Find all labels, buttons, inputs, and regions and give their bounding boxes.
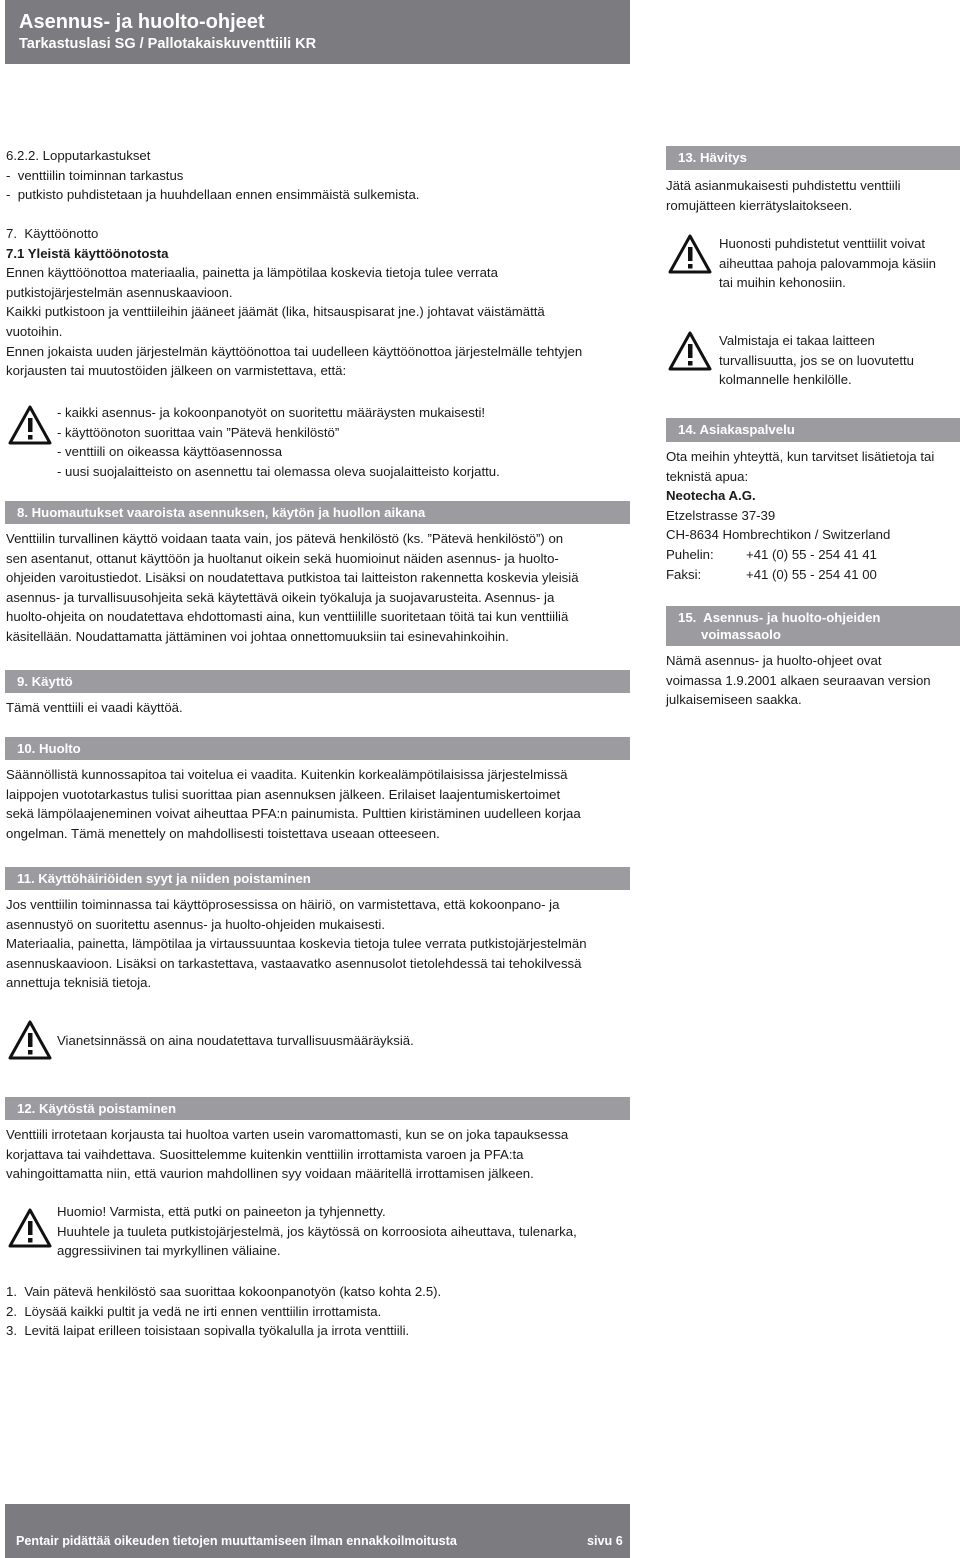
warning-line: - käyttöönoton suorittaa vain ”Pätevä henkilöstö” [57,424,340,440]
warning-block-12 [57,1202,627,1261]
list-item: 1. Vain pätevä henkilöstö saa suorittaa kokoonpanotyön (katso kohta 2.5). [6,1284,442,1299]
street-address: Etzelstrasse 37-39 [666,507,776,523]
warning-line: turvallisuutta, jos se on luovutettu [719,352,914,368]
warning-line: Huuhtele ja tuuleta putkistojärjestelmä, jos käytössä on korroosiota aiheuttava, tulenarka, [57,1223,577,1239]
section-14-body [666,447,960,584]
removal-steps [6,1282,631,1341]
section-11-heading: 11. Käyttöhäiriöiden syyt ja niiden poistaminen [5,867,630,890]
text-line: romujätteen kierrätyslaitokseen. [666,197,853,213]
warning-block-7 [57,403,627,481]
page-number: sivu 6 [587,1534,623,1548]
section-8-body [6,529,631,647]
text-line: Venttiilin turvallinen käyttö voidaan taata vain, jos pätevä henkilöstö (ks. ”Pätevä henkilöstö”) on [6,531,564,546]
text-line: korjattava tai vaihdettava. Suosittelemme kuitenkin venttiilin irrottamista varoen ja PFA:ta [6,1146,524,1162]
text-line: asennus- ja turvallisuusohjeita sekä käytettävä oikein työkaluja ja suojavarusteita. Asennus- ja [6,589,555,605]
section-13-body [666,176,960,215]
text-line: käsitellään. Noudattamatta jättäminen voi johtaa onnettomuuksiin tai esinevahinkoihin. [6,628,509,644]
fax-row [666,565,960,585]
heading-line: 15. Asennus- ja huolto-ohjeiden [678,610,881,625]
text-line: vahingoittamatta niin, että vaurion mahdollinen syy voidaan määritellä irrottamisen jälkeen. [6,1166,534,1182]
text-line: Säännöllistä kunnossapitoa tai voitelua ei vaadita. Kuitenkin korkealämpötilaisissa järjestelmissä [6,767,568,782]
text-line: teknistä apua: [666,468,749,484]
section-12-body [6,1125,631,1184]
warning-block-13b [719,331,959,390]
text-line: huolto-ohjeita on noudatettava ehdottomasti aina, kun venttiilille suoritetaan töitä tai kun venttiiliä [6,609,569,625]
text-line: annettuja teknisiä tietoja. [6,975,152,991]
section-11-body [6,895,631,993]
section-12-heading: 12. Käytöstä poistaminen [5,1097,630,1120]
text-line: Materiaalia, painetta, lämpötilaa ja virtaussuuntaa koskevia tietoja tulee verrata putkistojärjestelmän [6,936,587,952]
text-line: Kaikki putkistoon ja venttiileihin jääneet jäämät (lika, hitsauspisarat jne.) johtavat väistämättä [6,304,545,320]
section-6-2-2 [6,146,626,205]
warning-line: Huomio! Varmista, että putki on paineeton ja tyhjennetty. [57,1204,386,1219]
fax-label: Faksi: [666,566,702,582]
warning-icon [668,234,712,280]
list-item: 2. Löysää kaikki pultit ja vedä ne irti ennen venttiilin irrottamista. [6,1303,382,1319]
warning-line: kolmannelle henkilölle. [719,372,852,388]
warning-text-11: Vianetsinnässä on aina noudatettava turvallisuusmääräyksiä. [57,1033,414,1048]
warning-line: tai muihin kehonosiin. [719,275,846,291]
fax-number: +41 (0) 55 - 254 41 00 [746,566,877,582]
footer-disclaimer: Pentair pidättää oikeuden tietojen muuttamiseen ilman ennakkoilmoitusta [16,1534,457,1548]
company-name: Neotecha A.G. [666,488,756,504]
section-14-heading: 14. Asiakaspalvelu [666,418,960,442]
page-header [5,0,630,64]
text-line: Ennen jokaista uuden järjestelmän käyttöönottoa tai uudelleen käyttöönottoa järjestelmälle tehtyjen [6,343,583,359]
warning-icon [8,405,52,451]
text-line: voimassa 1.9.2001 alkaen seuraavan version [666,672,931,688]
section-15-body [666,651,960,710]
document-title: Asennus- ja huolto-ohjeet [19,11,265,33]
section-8-heading: 8. Huomautukset vaaroista asennuksen, käytön ja huollon aikana [5,501,630,524]
text-line: vuotoihin. [6,323,63,339]
text-line: Ota meihin yhteyttä, kun tarvitset lisätietoja tai [666,449,935,464]
text-line: - putkisto puhdistetaan ja huuhdellaan ennen ensimmäistä sulkemista. [6,187,420,203]
text-line: korjausten tai muutostöiden jälkeen on varmistettava, että: [6,363,347,379]
text-line: Jos venttiilin toiminnassa tai käyttöprosessissa on häiriö, on varmistettava, että kokoonpano- ja [6,897,560,912]
warning-line: aggressiivinen tai myrkyllinen väliaine. [57,1243,281,1259]
text-line: asennuskaavioon. Lisäksi on tarkastettava, vastaavatko asennusolot tietolehdessä tai tehokilvessä [6,955,582,971]
section-10-heading: 10. Huolto [5,737,630,760]
section-heading: 6.2.2. Lopputarkastukset [6,148,151,163]
text-line: laippojen vuototarkastus tulisi suorittaa pian asennuksen jälkeen. Erilaiset laajentumiskertoimet [6,786,561,802]
document-subtitle: Tarkastuslasi SG / Pallotakaiskuventtiili KR [19,36,317,52]
text-line: Ennen käyttöönottoa materiaalia, painetta ja lämpötilaa koskevia tietoja tulee verrata [6,265,498,281]
section-10-body [6,765,631,843]
text-line: sekä lämpölaajeneminen voivat aiheuttaa PFA:n painumista. Pulttien kiristäminen uudelleen korjaa [6,806,581,822]
section-heading: 7. Käyttöönotto [6,226,99,241]
phone-row [666,545,960,565]
warning-block-13a [719,234,959,293]
warning-icon [668,331,712,377]
section-15-heading [666,606,960,646]
text-line: putkistojärjestelmän asennuskaavioon. [6,284,233,300]
text-line: asennustyö on suoritettu asennus- ja huolto-ohjeiden mukaisesti. [6,916,386,932]
text-line: Jätä asianmukaisesti puhdistettu venttiili [666,178,901,193]
text-line: julkaisemiseen saakka. [666,692,802,708]
warning-icon [8,1020,52,1066]
page-footer [5,1504,630,1558]
section-7 [6,224,631,381]
warning-line: - uusi suojalaitteisto on asennettu tai olemassa oleva suojalaitteisto korjattu. [57,463,500,479]
section-13-heading: 13. Hävitys [666,146,960,170]
text-line: ohjeiden varoitustiedot. Lisäksi on noudatettava putkistoa tai laitteiston rakennetta koskevia yleisiä [6,570,579,586]
subsection-heading: 7.1 Yleistä käyttöönotosta [6,245,169,261]
section-9-body: Tämä venttiili ei vaadi käyttöä. [6,700,183,715]
phone-number: +41 (0) 55 - 254 41 41 [746,546,877,562]
warning-line: Huonosti puhdistetut venttiilit voivat [719,236,925,251]
text-line: - venttiilin toiminnan tarkastus [6,167,184,183]
text-line: sen asentanut, ottanut käyttöön ja huoltanut oikein sekä huomioinut näiden asennus- ja huolto- [6,550,559,566]
city-address: CH-8634 Hombrechtikon / Switzerland [666,527,891,543]
text-line: ongelman. Tämä menettely on mahdollisesti toistettava useaan otteeseen. [6,825,440,841]
warning-line: - venttiili on oikeassa käyttöasennossa [57,444,283,460]
warning-line: - kaikki asennus- ja kokoonpanotyöt on suoritettu määräysten mukaisesti! [57,405,486,420]
warning-line: aiheuttaa pahoja palovammoja käsiin [719,255,937,271]
list-item: 3. Levitä laipat erilleen toisistaan sopivalla työkalulla ja irrota venttiili. [6,1323,410,1339]
warning-icon [8,1208,52,1254]
warning-line: Valmistaja ei takaa laitteen [719,333,875,348]
text-line: Nämä asennus- ja huolto-ohjeet ovat [666,653,882,668]
phone-label: Puhelin: [666,546,714,562]
heading-line: voimassaolo [701,627,781,642]
section-9-heading: 9. Käyttö [5,670,630,693]
text-line: Venttiili irrotetaan korjausta tai huoltoa varten usein varomattomasti, kun se on joka tapauksessa [6,1127,569,1142]
